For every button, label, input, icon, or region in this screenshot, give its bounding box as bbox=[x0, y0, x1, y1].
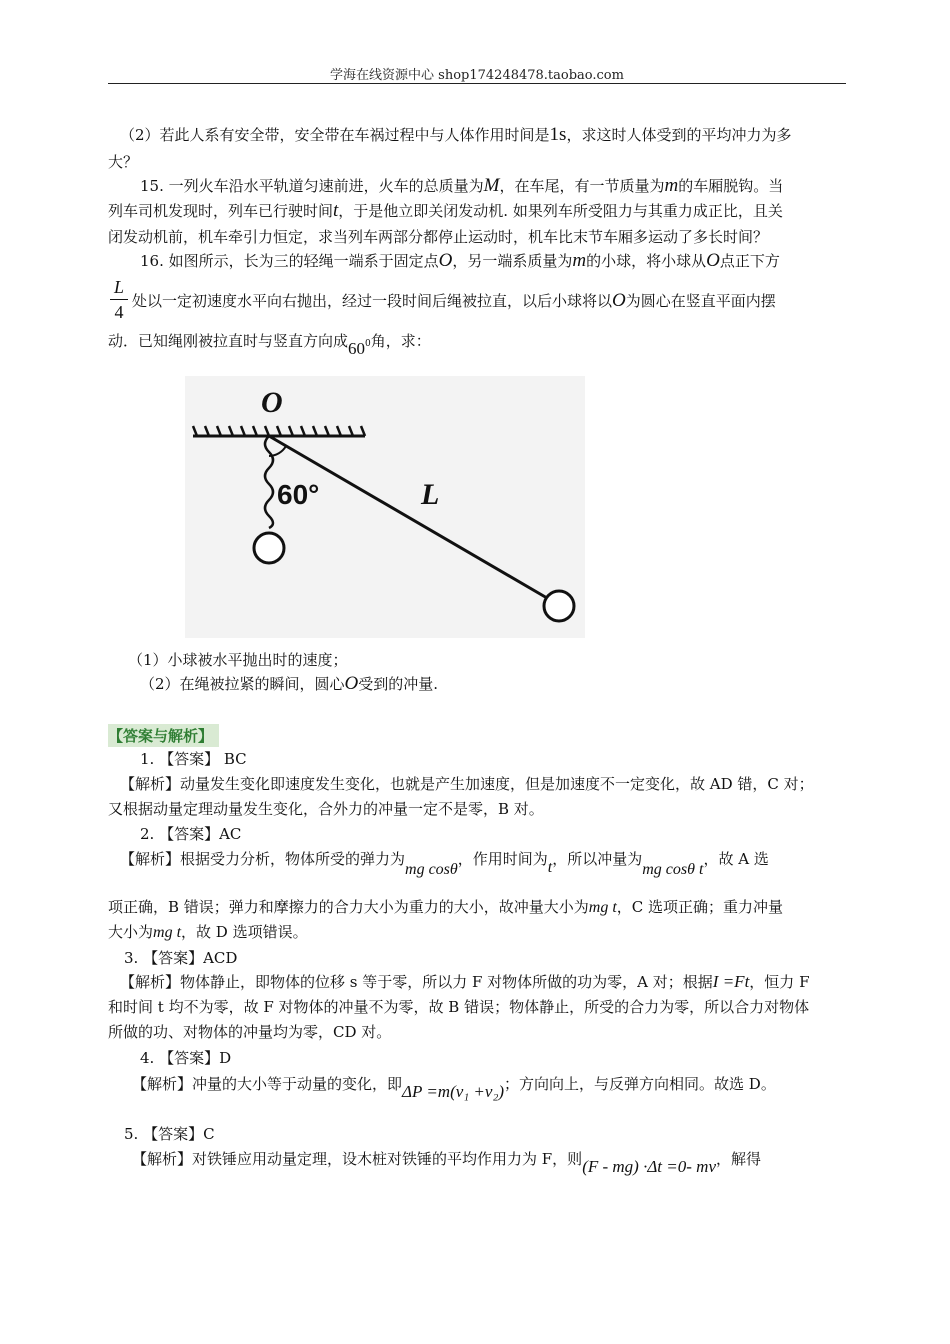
a4-explanation: 【解析】冲量的大小等于动量的变化，即ΔP =m(v₁ +v₂)；方向向上，与反弹方向相同。故选 D。 bbox=[132, 1075, 776, 1101]
a5-explanation: 【解析】对铁锤应用动量定理，设木桩对铁锤的平均作用力为 F，则(F - mg) ·Δt =0- mv，解得 bbox=[132, 1150, 762, 1176]
q16-sub1: （1）小球被水平抛出时的速度； bbox=[128, 651, 348, 669]
fraction-numerator: L bbox=[113, 277, 124, 297]
label-o: O bbox=[261, 386, 283, 419]
figure-background bbox=[185, 376, 585, 638]
a4-answer: 4. 【答案】D bbox=[140, 1049, 232, 1067]
a2-explanation-3: 大小为mg t，故 D 选项错误。 bbox=[108, 923, 308, 941]
pendulum-figure bbox=[185, 376, 585, 638]
ball-final bbox=[544, 591, 574, 621]
q14-line2: 大？ bbox=[108, 153, 139, 171]
a3-explanation-1: 【解析】物体静止，即物体的位移 s 等于零，所以力 F 对物体所做的功为零，A 对；根据I =Ft，恒力 F bbox=[120, 972, 810, 991]
ball-initial bbox=[254, 533, 284, 563]
label-l: L bbox=[421, 478, 440, 511]
a2-answer: 2. 【答案】AC bbox=[140, 825, 242, 843]
q15-line3: 闭发动机前，机车牵引力恒定，求当列车两部分都停止运动时，机车比末节车厢多运动了多长时间？ bbox=[108, 228, 769, 246]
a3-explanation-3: 所做的功、对物体的冲量均为零，CD 对。 bbox=[108, 1023, 392, 1041]
a1-explanation-2: 又根据动量定理动量发生变化，合外力的冲量一定不是零，B 对。 bbox=[108, 800, 544, 818]
pendulum-diagram bbox=[185, 376, 585, 638]
answers-section-title: 【答案与解析】 bbox=[108, 724, 219, 747]
a2-explanation-1: 【解析】根据受力分析，物体所受的弹力为mg cosθ，作用时间为t，所以冲量为mg cosθ t，故 A 选 bbox=[120, 850, 769, 878]
fraction-bar bbox=[110, 299, 128, 300]
label-angle: 60° bbox=[277, 479, 320, 510]
q15-line2: 列车司机发现时，列车已行驶时间t，于是他立即关闭发动机. 如果列车所受阻力与其重力成正比，且关 bbox=[108, 200, 783, 221]
a5-answer: 5. 【答案】C bbox=[124, 1125, 215, 1143]
q15-line1: 15. 一列火车沿水平轨道匀速前进，火车的总质量为M，在车尾，有一节质量为m的车厢脱钩。当 bbox=[140, 175, 784, 196]
header-rule bbox=[108, 83, 846, 84]
q16-line1: 16. 如图所示，长为三的轻绳一端系于固定点O，另一端系质量为m的小球，将小球从O点正下方 bbox=[140, 250, 780, 271]
a3-explanation-2: 和时间 t 均不为零，故 F 对物体的冲量不为零，故 B 错误；物体静止，所受的合力为零，所以合力对物体 bbox=[108, 998, 810, 1016]
q16-line2: 处以一定初速度水平向右抛出，经过一段时间后绳被拉直，以后小球将以O为圆心在竖直平面内摆 bbox=[132, 290, 776, 311]
a1-answer: 1. 【答案】 BC bbox=[140, 750, 247, 768]
a1-explanation-1: 【解析】动量发生变化即速度发生变化，也就是产生加速度，但是加速度不一定变化，故 AD 错，C 对； bbox=[120, 775, 814, 793]
a3-answer: 3. 【答案】ACD bbox=[124, 949, 238, 967]
q16-line3: 动．已知绳刚被拉直时与竖直方向成$60^0$角，求： bbox=[108, 332, 431, 358]
fraction-l-over-4 bbox=[108, 276, 130, 323]
q16-sub2: （2）在绳被拉紧的瞬间，圆心O受到的冲量. bbox=[140, 673, 439, 694]
a2-explanation-2: 项正确，B 错误；弹力和摩擦力的合力大小为重力的大小，故冲量大小为mg t，C 选项正确；重力冲量 bbox=[108, 898, 784, 916]
q14-line1: （2）若此人系有安全带，安全带在车祸过程中与人体作用时间是1s，求这时人体受到的平均冲力为多 bbox=[120, 124, 792, 145]
page-header: 学海在线资源中心 shop174248478.taobao.com bbox=[330, 68, 624, 83]
fraction-denominator: 4 bbox=[114, 302, 124, 322]
